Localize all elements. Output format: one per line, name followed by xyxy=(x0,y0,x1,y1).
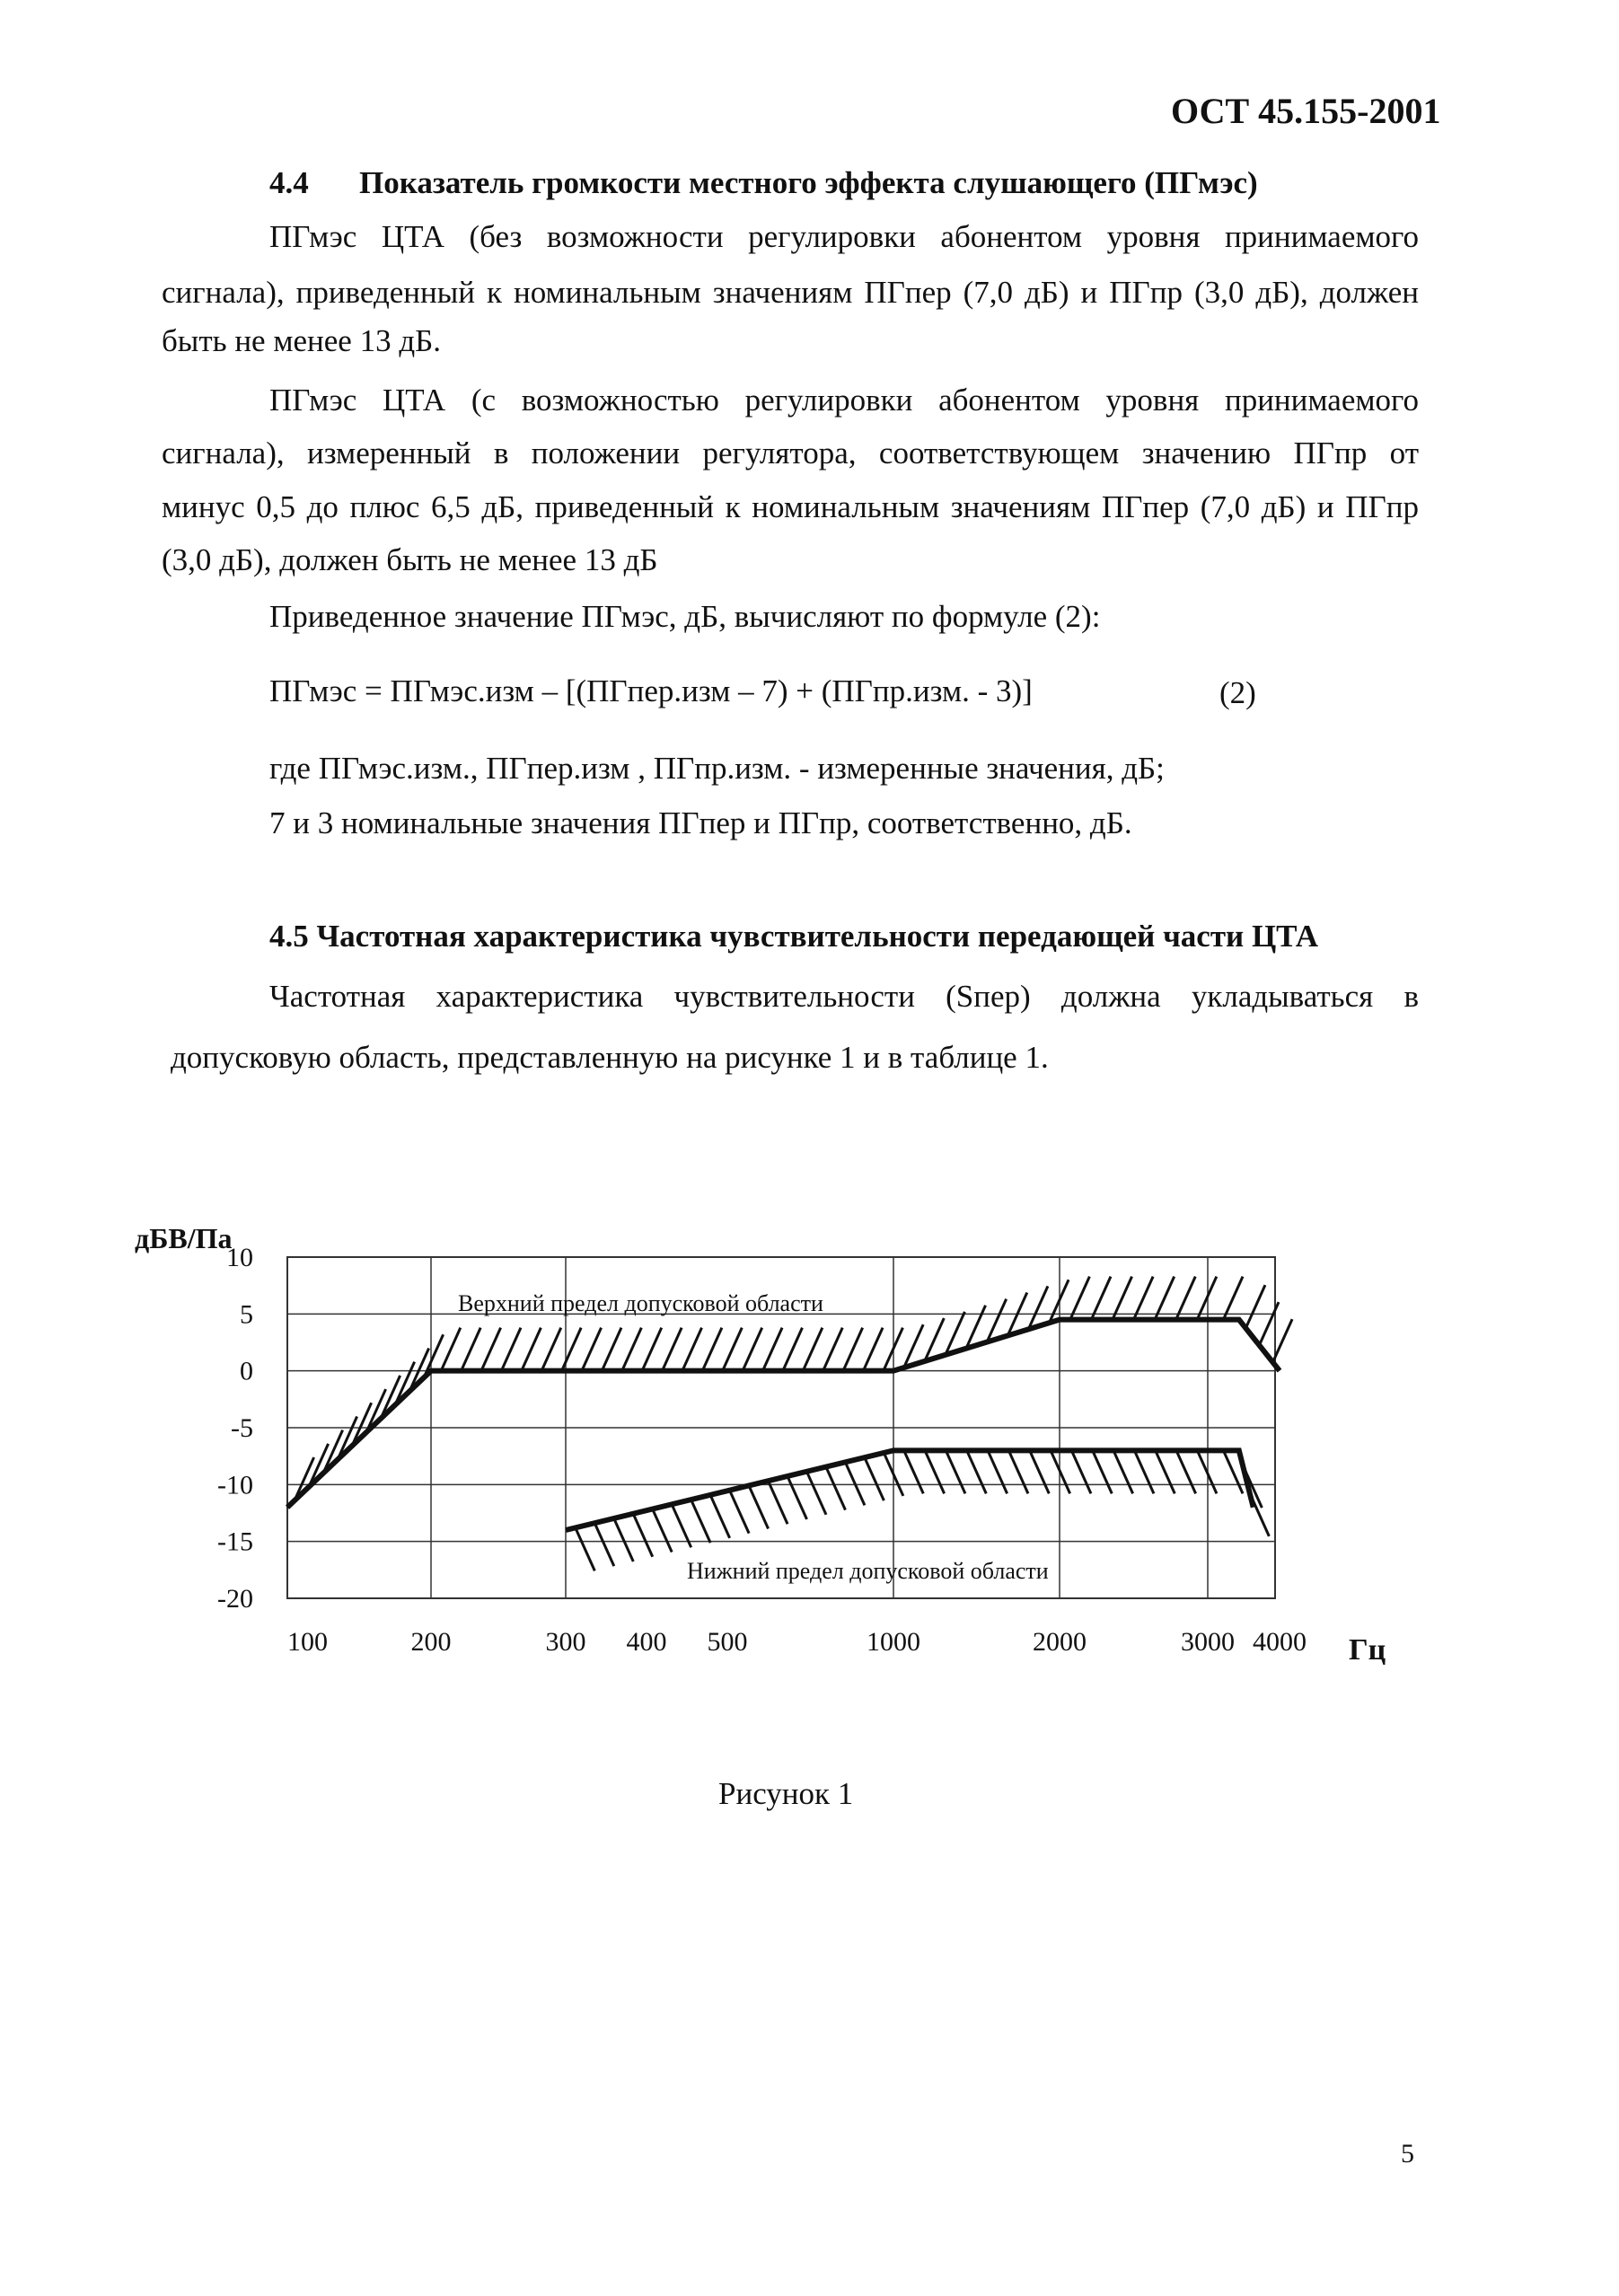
x-tick-label: 200 xyxy=(410,1627,452,1657)
section-4-4-p1-line2: сигнала), приведенный к номинальным значениям ПГпер (7,0 дБ) и ПГпр (3,0 дБ), должен xyxy=(162,275,1419,310)
lower-hatch-mark xyxy=(1197,1450,1217,1493)
upper-hatch-mark xyxy=(783,1328,803,1371)
lower-hatch-mark xyxy=(1176,1450,1196,1493)
y-tick-label: 0 xyxy=(240,1356,253,1386)
x-tick-label: 2000 xyxy=(1033,1627,1087,1657)
section-4-4-number: 4.4 xyxy=(269,165,309,200)
upper-hatch-mark xyxy=(1223,1277,1243,1320)
y-tick-labels xyxy=(217,1243,253,1614)
upper-hatch-mark xyxy=(823,1328,843,1371)
upper-hatch-mark xyxy=(1155,1277,1175,1320)
upper-hatch-mark xyxy=(863,1328,883,1371)
lower-hatch-mark xyxy=(904,1450,924,1493)
section-4-4-p2-line4: (3,0 дБ), должен быть не менее 13 дБ xyxy=(162,542,658,577)
x-tick-label: 400 xyxy=(626,1627,667,1657)
upper-hatch-mark xyxy=(1049,1280,1069,1323)
figure-caption: Рисунок 1 xyxy=(718,1776,854,1811)
upper-hatch-mark xyxy=(1134,1277,1154,1320)
upper-hatch-mark xyxy=(803,1328,823,1371)
lower-hatch-mark xyxy=(1071,1450,1091,1493)
upper-hatch-mark xyxy=(1113,1277,1132,1320)
upper-hatch-mark xyxy=(1176,1277,1196,1320)
lower-hatch-mark xyxy=(749,1485,769,1528)
lower-hatch-mark xyxy=(1030,1450,1050,1493)
section-4-4-p1-line3: быть не менее 13 дБ. xyxy=(162,323,441,358)
x-tick-labels xyxy=(287,1627,1307,1657)
upper-hatch-mark xyxy=(602,1328,621,1371)
section-4-4-p2-line2: сигнала), измеренный в положении регулятора, соответствующем значению ПГпр от xyxy=(162,435,1419,471)
upper-hatch-mark xyxy=(462,1328,481,1371)
section-4-4-p2-line3: минус 0,5 до плюс 6,5 дБ, приведенный к номинальным значениям ПГпер (7,0 дБ) и ПГпр xyxy=(162,489,1419,524)
y-tick-label: 5 xyxy=(240,1299,253,1330)
x-tick-label: 100 xyxy=(287,1627,328,1657)
upper-hatch-mark xyxy=(441,1328,461,1371)
frequency-response-chart xyxy=(126,1212,1419,1697)
lower-hatch-mark xyxy=(946,1450,965,1493)
lower-hatch-mark xyxy=(806,1472,826,1515)
lower-hatch-mark xyxy=(1134,1450,1154,1493)
lower-hatch-mark xyxy=(1093,1450,1113,1493)
x-tick-label: 500 xyxy=(707,1627,748,1657)
section-4-4-p2-line1: ПГмэс ЦТА (с возможностью регулировки абонентом уровня принимаемого xyxy=(269,383,1419,418)
upper-hatch-mark xyxy=(682,1328,702,1371)
page-number: 5 xyxy=(1401,2139,1414,2168)
y-tick-label: 10 xyxy=(226,1243,253,1272)
upper-hatch-mark xyxy=(481,1328,501,1371)
upper-hatch-mark xyxy=(762,1328,782,1371)
lower-hatch-mark xyxy=(1113,1450,1133,1493)
formula-intro: Приведенное значение ПГмэс, дБ, вычисляют по формуле (2): xyxy=(269,599,1101,634)
section-4-5-p1-line2: допусковую область, представленную на рисунке 1 и в таблице 1. xyxy=(171,1040,1049,1075)
document-code: ОСТ 45.155-2001 xyxy=(1171,91,1441,131)
lower-hatch-mark xyxy=(845,1462,865,1505)
lower-hatch-mark xyxy=(768,1481,788,1524)
upper-hatch-mark xyxy=(562,1328,582,1371)
lower-hatch-mark xyxy=(691,1500,711,1543)
y-tick-label: -15 xyxy=(217,1526,253,1557)
formula-nominal-line: 7 и 3 номинальные значения ПГпер и ПГпр, соответственно, дБ. xyxy=(269,805,1132,840)
upper-hatch-mark xyxy=(663,1328,682,1371)
upper-hatch-mark xyxy=(1245,1285,1265,1328)
lower-hatch-mark xyxy=(730,1491,750,1534)
lower-hatch-mark xyxy=(633,1514,653,1557)
lower-limit-label: Нижний предел допусковой области xyxy=(687,1558,1049,1584)
section-4-4-p1-line1: ПГмэс ЦТА (без возможности регулировки абонентом уровня принимаемого xyxy=(269,219,1419,254)
upper-hatch-mark xyxy=(642,1328,662,1371)
lower-hatch-mark xyxy=(614,1518,634,1561)
upper-hatch-mark xyxy=(1091,1277,1111,1320)
lower-hatch-mark xyxy=(653,1509,673,1553)
upper-hatch-mark xyxy=(702,1328,722,1371)
y-axis-label: дБВ/Па xyxy=(135,1222,233,1254)
upper-hatch-mark xyxy=(541,1328,561,1371)
lower-hatch-mark xyxy=(710,1495,730,1538)
upper-hatch-mark xyxy=(743,1328,762,1371)
lower-hatch-mark xyxy=(1156,1450,1175,1493)
lower-hatch-mark xyxy=(576,1527,595,1570)
y-tick-label: -10 xyxy=(217,1470,253,1500)
x-axis-label: Гц xyxy=(1349,1633,1386,1667)
lower-hatch-mark xyxy=(865,1457,884,1500)
formula-2: ПГмэс = ПГмэс.изм – [(ПГпер.изм – 7) + (ПГпр.изм. - 3)] xyxy=(269,673,1033,708)
section-4-5-p1-line1: Частотная характеристика чувствительности (Sпер) должна укладываться в xyxy=(269,979,1419,1014)
y-tick-label: -5 xyxy=(231,1413,253,1443)
upper-hatch-mark xyxy=(522,1328,541,1371)
lower-hatch-mark xyxy=(594,1523,614,1566)
lower-hatch-mark xyxy=(826,1467,846,1510)
x-tick-label: 3000 xyxy=(1181,1627,1235,1657)
lower-hatch-mark xyxy=(1051,1450,1070,1493)
upper-hatch-mark xyxy=(843,1328,863,1371)
formula-where-line: где ПГмэс.изм., ПГпер.изм , ПГпр.изм. - измеренные значения, дБ; xyxy=(269,751,1165,786)
x-tick-label: 4000 xyxy=(1253,1627,1307,1657)
section-4-5-title: 4.5 Частотная характеристика чувствительности передающей части ЦТА xyxy=(269,919,1319,954)
section-4-4-title: Показатель громкости местного эффекта слушающего (ПГмэс) xyxy=(359,165,1258,200)
upper-limit-label: Верхний предел допусковой области xyxy=(458,1290,823,1316)
lower-hatch-mark xyxy=(988,1450,1007,1493)
lower-hatch-mark xyxy=(967,1450,987,1493)
upper-hatch-mark xyxy=(622,1328,642,1371)
x-tick-label: 300 xyxy=(545,1627,586,1657)
lower-hatch-mark xyxy=(925,1450,945,1493)
lower-hatch-mark xyxy=(1008,1450,1028,1493)
upper-hatch-mark xyxy=(501,1328,521,1371)
formula-number: (2) xyxy=(1219,675,1256,710)
y-tick-label: -20 xyxy=(217,1584,253,1614)
upper-hatch-mark xyxy=(723,1328,743,1371)
chart-labels xyxy=(458,1290,1049,1584)
upper-hatch-mark xyxy=(1197,1277,1217,1320)
lower-hatch-mark xyxy=(788,1476,807,1519)
upper-hatch-mark xyxy=(1070,1277,1090,1320)
upper-hatch-mark xyxy=(582,1328,602,1371)
x-tick-label: 1000 xyxy=(867,1627,920,1657)
